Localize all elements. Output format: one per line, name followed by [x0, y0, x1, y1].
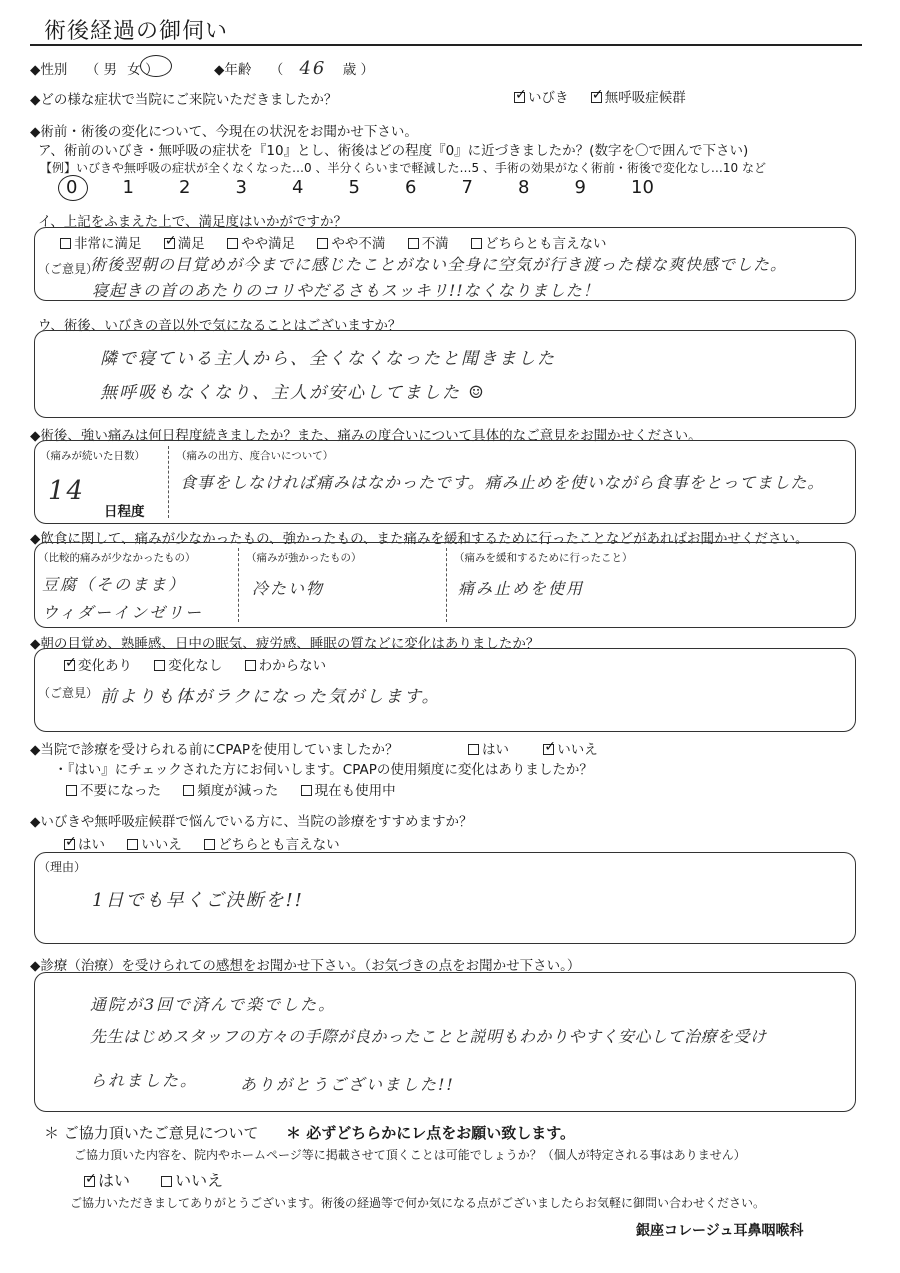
pain-divider — [168, 446, 169, 518]
checkbox-cpap-reduced[interactable] — [183, 785, 194, 796]
scale-4[interactable]: 4 — [292, 177, 304, 198]
satisfaction-opinion-line1[interactable]: 術後翌朝の目覚めが今までに感じたことがない全身に空気が行き渡った様な爽快感でした。 — [90, 255, 788, 274]
scale-5[interactable]: 5 — [348, 177, 360, 198]
q-cpap-text: ◆当院で診療を受けられる前にCPAPを使用していましたか？ — [30, 742, 399, 758]
q-recommend-text: ◆いびきや無呼吸症候群で悩んでいる方に、当院の診療をすすめますか？ — [30, 814, 473, 830]
option-somewhat-satisfied: やや満足 — [241, 236, 296, 252]
checkbox-consent-no[interactable] — [161, 1176, 172, 1187]
checkbox-no-change[interactable] — [154, 660, 165, 671]
q-change-a: ア、術前のいびき・無呼吸の症状を『10』とし、術後はどの程度『0』に近づきましたか？(数字を〇で囲んで下さい) — [38, 143, 749, 159]
scale-2[interactable]: 2 — [179, 177, 191, 198]
pain-detail[interactable]: 食事をしなければ痛みはなかったです。痛み止めを使いながら食事をとってました。 — [180, 473, 825, 492]
option-cpap-still-using: 現在も使用中 — [314, 783, 396, 799]
clinic-name: 銀座コレージュ耳鼻咽喉科 — [636, 1223, 804, 1239]
pain-detail-label: （痛みの出方、度合いについて） — [176, 450, 334, 462]
option-consent-no: いいえ — [175, 1171, 224, 1190]
food-col1-line2[interactable]: ウィダーインゼリー — [42, 603, 204, 622]
pain-days-unit: 日程度 — [104, 504, 145, 520]
checkbox-apnea[interactable] — [591, 92, 602, 103]
footer-note2: ＊ 必ずどちらかにレ点をお願い致します。 — [286, 1124, 576, 1142]
scale-8[interactable]: 8 — [518, 177, 530, 198]
gender-female-circle — [140, 55, 172, 77]
scale-7[interactable]: 7 — [461, 177, 473, 198]
impression-line1[interactable]: 通院が3回で済んで楽でした。 — [90, 995, 337, 1014]
option-consent-yes: はい — [98, 1171, 131, 1190]
age-value[interactable]: 46 — [299, 58, 327, 79]
food-col1-label: （比較的痛みが少なかったもの） — [38, 552, 196, 564]
recommend-reason-label: （理由） — [38, 860, 87, 874]
food-col3-label: （痛みを緩和するために行ったこと） — [454, 552, 633, 564]
option-somewhat-dissatisfied: やや不満 — [331, 236, 386, 252]
checkbox-consent-yes[interactable] — [84, 1176, 95, 1187]
checkbox-cpap-yes[interactable] — [468, 744, 479, 755]
age-paren-close: ） — [360, 62, 374, 78]
impression-line4[interactable]: ありがとうございました!! — [240, 1075, 455, 1094]
footer-thanks: ご協力いただきましてありがとうございます。術後の経過等で何か気になる点がございましたらお気軽に御問い合わせください。 — [70, 1196, 766, 1210]
footer-note1: ＊ ご協力頂いたご意見について — [44, 1124, 259, 1142]
q-symptoms-text: ◆どの様な症状で当院にご来院いただきましたか？ — [30, 92, 338, 108]
satisfaction-options — [60, 232, 624, 252]
option-satisfied: 満足 — [177, 236, 205, 252]
q-other-text: ウ、術後、いびきの音以外で気になることはございますか？ — [38, 318, 402, 334]
option-ibiki: いびき — [528, 90, 569, 106]
gender-label: ◆性別 — [30, 62, 68, 78]
checkbox-recommend-no[interactable] — [127, 839, 138, 850]
recommend-reason-line1[interactable]: 1日でも早くご決断を!! — [92, 890, 304, 911]
option-cpap-unneeded: 不要になった — [80, 783, 161, 799]
q-change-text: ◆術前・術後の変化について、今現在の状況をお聞かせ下さい。 — [30, 124, 418, 140]
option-unknown: わからない — [258, 658, 327, 674]
option-neutral: どちらとも言えない — [484, 236, 607, 252]
scale-9[interactable]: 9 — [574, 177, 586, 198]
option-recommend-no: いいえ — [141, 837, 182, 853]
other-line1[interactable]: 隣で寝ている主人から、全くなくなったと聞きました — [100, 349, 556, 369]
scale-0-circle — [58, 175, 88, 201]
cpap-options — [468, 738, 616, 758]
option-dissatisfied: 不満 — [421, 236, 449, 252]
gender-female[interactable]: 女 — [127, 62, 141, 78]
checkbox-cpap-unneeded[interactable] — [66, 785, 77, 796]
footer-consent-q: ご協力頂いた内容を、院内やホームページ等に掲載させて頂くことは可能でしょうか？（個人が特定される事はありません） — [74, 1148, 746, 1162]
checkbox-ibiki[interactable] — [514, 92, 525, 103]
impression-line2[interactable]: 先生はじめスタッフの方々の手際が良かったことと説明もわかりやすく安心して治療を受け — [90, 1027, 767, 1046]
q-pain-text: ◆術後、強い痛みは何日程度続きましたか？また、痛みの度合いについて具体的なご意見をお聞かせください。 — [30, 428, 702, 444]
age-paren-open: （ — [269, 62, 284, 78]
satisfaction-opinion-line2[interactable]: 寝起きの首のあたりのコリやだるさもスッキリ!!なくなりました！ — [92, 281, 600, 300]
food-col2-label: （痛みが強かったもの） — [246, 552, 362, 564]
q-morning-text: ◆朝の目覚め、熟睡感、日中の眠気、疲労感、睡眠の質などに変化はありましたか？ — [30, 636, 540, 652]
cpap-sub-options — [66, 779, 414, 799]
gender-paren-open: （ — [85, 62, 100, 78]
q-symptoms-options — [514, 86, 704, 106]
checkbox-changed[interactable] — [64, 660, 75, 671]
scale-10[interactable]: 10 — [631, 177, 654, 198]
scale-0[interactable]: 0 — [66, 177, 78, 198]
impression-line3[interactable]: られました。 — [90, 1071, 199, 1090]
scale-6[interactable]: 6 — [405, 177, 417, 198]
q-impression-text: ◆診療（治療）を受けられての感想をお聞かせ下さい。（お気づきの点をお聞かせ下さい。） — [30, 958, 581, 974]
checkbox-somewhat-satisfied[interactable] — [227, 238, 238, 249]
checkbox-recommend-yes[interactable] — [64, 839, 75, 850]
option-apnea: 無呼吸症候群 — [604, 90, 686, 106]
food-divider-1 — [238, 548, 239, 622]
page-title: 術後経過の御伺い — [44, 19, 229, 44]
other-line2[interactable]: 無呼吸もなくなり、主人が安心してました ☺ — [100, 383, 486, 403]
age-label: ◆年齢 — [214, 62, 252, 78]
morning-opinion-label: （ご意見） — [38, 686, 99, 700]
morning-options — [64, 654, 344, 674]
checkbox-very-satisfied[interactable] — [60, 238, 71, 249]
satisfaction-opinion-label: （ご意見） — [38, 262, 99, 276]
food-col3[interactable]: 痛み止めを使用 — [458, 579, 585, 598]
pain-days-value[interactable]: 14 — [48, 476, 86, 506]
checkbox-unknown[interactable] — [245, 660, 256, 671]
change-scale — [66, 177, 688, 198]
gender-male[interactable]: 男 — [103, 62, 117, 78]
option-recommend-neutral: どちらとも言えない — [218, 837, 340, 853]
cpap-sub-text: ・『はい』にチェックされた方にお伺いします。CPAPの使用頻度に変化はありましたか？ — [54, 762, 593, 778]
scale-1[interactable]: 1 — [122, 177, 134, 198]
food-divider-2 — [446, 548, 447, 622]
option-very-satisfied: 非常に満足 — [74, 236, 142, 252]
q-change-example: 【例】いびきや無呼吸の症状が全くなくなった…0 、半分くらいまで軽減した…5 、手術の効果がなく術前・術後で変化なし…10 など — [40, 161, 766, 175]
checkbox-dissatisfied[interactable] — [408, 238, 419, 249]
checkbox-recommend-neutral[interactable] — [204, 839, 215, 850]
pain-days-label: （痛みが続いた日数） — [40, 450, 145, 462]
gender-paren-close: ） — [145, 62, 159, 78]
checkbox-somewhat-dissatisfied[interactable] — [317, 238, 328, 249]
option-cpap-yes: はい — [482, 742, 509, 758]
checkbox-satisfied[interactable] — [164, 238, 175, 249]
food-col1-line1[interactable]: 豆腐（そのまま） — [42, 575, 187, 594]
morning-opinion-line1[interactable]: 前よりも体がラクになった気がします。 — [100, 687, 441, 707]
checkbox-cpap-no[interactable] — [543, 744, 554, 755]
checkbox-cpap-still-using[interactable] — [301, 785, 312, 796]
title-rule — [30, 44, 862, 46]
option-recommend-yes: はい — [78, 837, 105, 853]
age-unit: 歳 — [342, 62, 357, 78]
food-col2[interactable]: 冷たい物 — [252, 579, 325, 598]
option-cpap-reduced: 頻度が減った — [197, 783, 279, 799]
option-cpap-no: いいえ — [557, 742, 598, 758]
checkbox-neutral[interactable] — [471, 238, 482, 249]
q-satisfaction-text: イ、上記をふまえた上で、満足度はいかがですか？ — [38, 214, 348, 230]
option-no-change: 変化なし — [168, 658, 223, 674]
option-changed: 変化あり — [78, 658, 132, 674]
q-food-text: ◆飲食に関して、痛みが少なかったもの、強かったもの、また痛みを緩和するために行ったことなどがあればお聞かせください。 — [30, 531, 809, 547]
scale-3[interactable]: 3 — [235, 177, 247, 198]
footer-consent-options — [84, 1168, 241, 1191]
age-row — [214, 58, 374, 79]
recommend-options — [64, 833, 358, 853]
